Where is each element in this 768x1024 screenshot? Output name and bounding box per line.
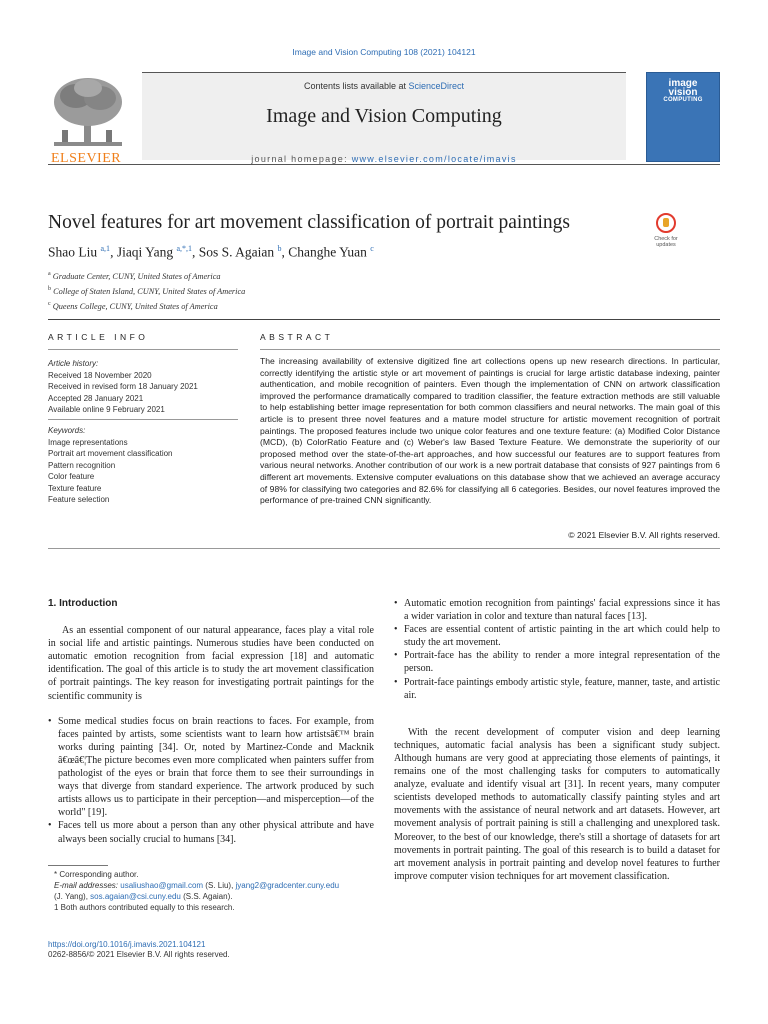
reason-list-continued (394, 597, 720, 702)
check-updates-label: Check for updates (654, 236, 678, 248)
email-link[interactable]: jyang2@gradcenter.cuny.edu (235, 881, 340, 890)
cover-title: image vision COMPUTING (663, 78, 703, 103)
list-item: • Faces are essential content of artistic painting in the art which could help to study the art movement. (394, 623, 720, 649)
footnote-equal-contribution: 1 Both authors contributed equally to this research. (54, 903, 235, 912)
paper-title: Novel features for art movement classification of portrait paintings (48, 212, 570, 233)
keyword-item[interactable]: Texture feature (48, 483, 102, 493)
journal-banner (142, 72, 626, 164)
abstract-text: The increasing availability of extensive digitized fine art collections opens up new research directions. In particular, correctly identifying the artistic style or art movement of paintings is crucial for large artistic database indexing, painter authentication, and mobile recognition of painters. Even though the implementation of CNN on artwork classification improved the performance dramatically compared to tradition classifier, the feature extraction methods are still valuable to help establishing better image representation for both common classifiers and neural networks. The main goal of this article is to present three novel features and a mature model structure for artistic movement recognition of portrait paintings. The proposed features include two unique color features and one texture feature: (a) Modified Color Distance (MCD), (b) ColorRatio Feature and (c) Weber's law Based Texture Feature. We demonstrate the superiority of our proposed method over the state-of-the-art approaches, and how successful our features are to support features from various neural networks. Another contribution of our work is a new portrait database that consists of 927 paintings from 6 different art movements. Extensive computer evaluations on this database show that we achieved an average accuracy of 98% for classifying two categories and 82.6% for classifying all 6 categories. Besides, our novel features improved the performance of pre-trained CNN significantly. (260, 356, 720, 506)
tree-icon (48, 74, 128, 150)
author-list: Shao Liu $^{a,1}$, Jiaqi Yang $^{a,*,1}$, Sos S. Agaian $^b$, Changhe Yuan $^c$ (48, 244, 374, 260)
email-link[interactable]: usaliushao@gmail.com (120, 881, 204, 890)
footnotes (48, 869, 374, 913)
list-item: • Portrait-face paintings embody artistic style, feature, manner, taste, and artistic air. (394, 676, 720, 702)
intro-paragraph: As an essential component of our natural appearance, faces play a vital role in social life and artistic paintings. Numerous studies have been conducted on automatic emotion recognition from facial expression [18] and automatic identification. The goal of this article is to study the art movement classification of portrait paintings. The key reason for investigating portrait paintings for the scientific community is (48, 625, 374, 702)
issn-line: 0262-8856/© 2021 Elsevier B.V. All rights reserved. (48, 950, 230, 959)
list-item: • Automatic emotion recognition from paintings' facial expressions since it has a wider variation in color and texture than natural faces [13]. (394, 597, 720, 623)
reason-list (48, 715, 374, 846)
section-heading-introduction: 1. Introduction (48, 598, 118, 609)
footnote-corresponding: * Corresponding author. (54, 870, 139, 879)
affiliation-item: $^b$ College of Staten Island, CUNY, United States of America (48, 285, 246, 296)
abstract-end-rule (48, 548, 720, 549)
keyword-item[interactable]: Portrait art movement classification (48, 449, 173, 458)
journal-masthead (48, 72, 720, 166)
author-name[interactable]: Shao Liu (48, 244, 98, 260)
doi-link[interactable]: https://doi.org/10.1016/j.imavis.2021.104121 (48, 940, 206, 949)
list-item: • Some medical studies focus on brain reactions to faces. For example, from faces painted by artists, some scientists want to learn how artistsâ€™ brain works during painting [34]. Or, noted by Martinez-Conde and Macknik â€œâ€¦The picture becomes even more complicated when painters suffer from pathologist of the eyes or brain that force them to see their surroundings in ways that diverge from standard experience. The artwork produced by such artists allows us to participate in their perception—and misperception—of the world" [19]. (48, 715, 374, 820)
contents-lists-line: Contents lists available at ScienceDirect (303, 81, 465, 91)
keyword-item[interactable]: Color feature (48, 472, 95, 481)
history-item: Received 18 November 2020 (48, 370, 152, 380)
body-column-left (48, 597, 374, 846)
journal-title: Image and Vision Computing (266, 105, 502, 127)
footnote-rule (48, 865, 108, 866)
journal-citation[interactable]: Image and Vision Computing 108 (2021) 104121 (292, 47, 476, 57)
keyword-item[interactable]: Feature selection (48, 495, 110, 504)
email-link[interactable]: sos.agaian@csi.cuny.edu (90, 892, 181, 901)
list-item: • Portrait-face has the ability to render a more integral representation of the person. (394, 649, 720, 675)
journal-homepage-link[interactable]: www.elsevier.com/locate/imavis (351, 154, 517, 164)
author-name[interactable]: Changhe Yuan (288, 244, 367, 260)
check-updates-icon (656, 213, 676, 233)
footnote-emails: E-mail addresses: usaliushao@gmail.com (S. Liu), jyang2@gradcenter.cuny.edu (J. Yang), sos.agaian@csi.cuny.edu (S.S. Agaian). (54, 881, 340, 901)
history-item: Received in revised form 18 January 2021 (48, 382, 198, 391)
affiliation-item: $^c$ Queens College, CUNY, United States of America (48, 300, 218, 311)
article-history: Article history: Received 18 November 2020 Received in revised form 18 January 2021 Accepted 28 January 2021 Available online 9 February 2021 (48, 358, 238, 416)
masthead-rule (48, 164, 720, 165)
history-item: Available online 9 February 2021 (48, 405, 165, 414)
journal-homepage-line: journal homepage: www.elsevier.com/locate/imavis (251, 154, 517, 164)
abstract-heading: ABSTRACT (260, 332, 334, 342)
author-name[interactable]: Jiaqi Yang (116, 244, 174, 260)
journal-cover-thumbnail[interactable] (646, 72, 720, 162)
keywords-rule (48, 419, 238, 420)
elsevier-tree-logo[interactable] (48, 74, 128, 166)
intro-paragraph: With the recent development of computer vision and deep learning techniques, automatic facial analysis has been a significant study subject. Although humans are very good at appreciating those elements of paintings, it remains one of the most challenging tasks for computers to automatically analyze, evaluate and identify visual art [31]. In recent years, many computer scientists developed methods to automatically classify painting styles and art movements with the assistance of neural network and art datasets. However, art movement analysis of portrait paining is still a challenging and unexplored task. Moreover, to the best of our knowledge, there's still a shortage of datasets for art movements in portrait painting. The goal of this research is to build a dataset for art movement analysis in portrait painting and develop novel features to further improve computer vision techniques for art movement classification. (394, 726, 720, 882)
check-for-updates-badge[interactable] (648, 213, 684, 253)
article-info-heading: ARTICLE INFO (48, 332, 149, 342)
keywords: Keywords: Image representations Portrait art movement classification Pattern recognition Color feature Texture feature Feature selection (48, 425, 238, 506)
affiliations (48, 268, 245, 312)
body-column-right (394, 597, 720, 883)
keyword-item[interactable]: Pattern recognition (48, 460, 116, 470)
section-divider (48, 319, 720, 320)
abstract-rule (260, 349, 720, 350)
author-name[interactable]: Sos S. Agaian (198, 244, 275, 260)
abstract-copyright: © 2021 Elsevier B.V. All rights reserved. (568, 530, 720, 540)
elsevier-wordmark: ELSEVIER (51, 151, 122, 166)
keyword-item[interactable]: Image representations (48, 437, 128, 447)
affiliation-item: $^a$ Graduate Center, CUNY, United States of America (48, 271, 221, 281)
sciencedirect-link[interactable]: ScienceDirect (408, 81, 465, 91)
history-item: Accepted 28 January 2021 (48, 393, 144, 403)
article-info-rule (48, 349, 238, 350)
list-item: • Faces tell us more about a person than any other physical attribute and have always been socially crucial to humans [34]. (48, 819, 374, 845)
